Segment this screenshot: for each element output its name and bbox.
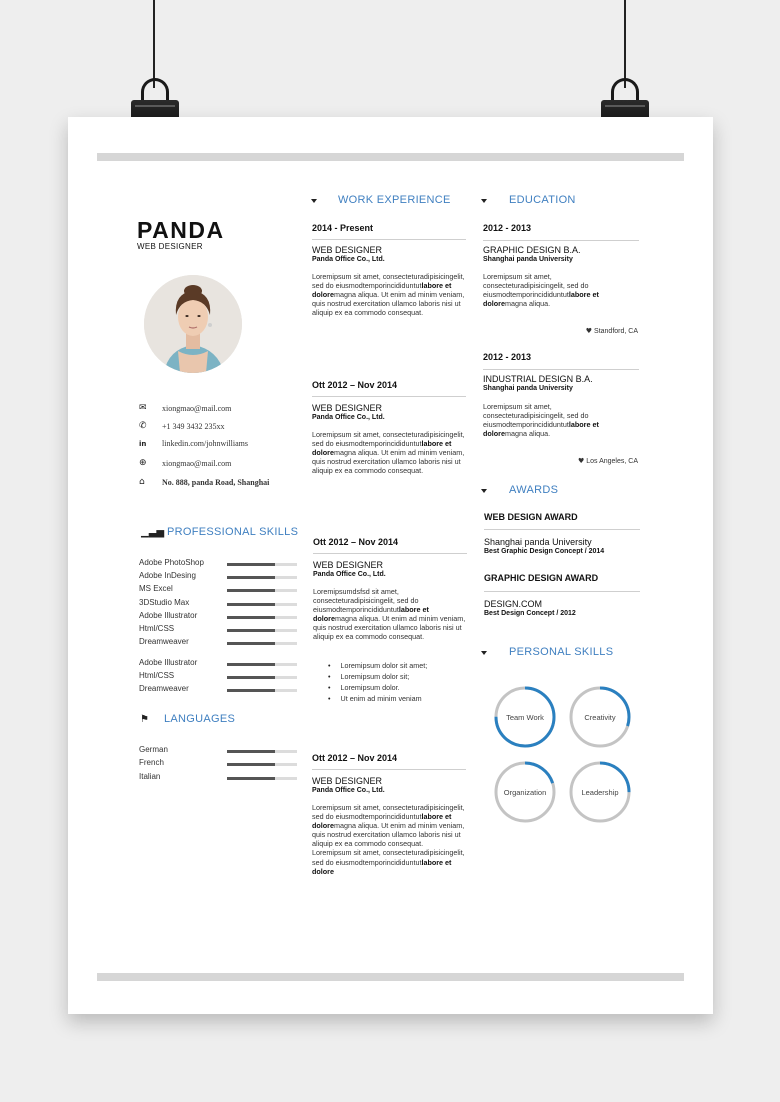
skill-bar-track — [227, 763, 297, 766]
education-location: ♥ Standford, CA — [585, 327, 638, 335]
contact-linkedin: in linkedin.com/johnwilliams — [139, 439, 248, 448]
contact-address: ⌂ No. 888, panda Road, Shanghai — [139, 477, 270, 487]
flag-icon: ⚑ — [140, 714, 149, 725]
skill-row — [139, 624, 299, 636]
contact-phone: ✆ +1 349 3432 235xx — [139, 421, 225, 431]
divider — [484, 591, 640, 592]
school-name: Shanghai panda University — [483, 385, 573, 392]
skill-bar-fill — [227, 689, 275, 692]
skill-circle-label: Creativity — [584, 712, 616, 722]
skill-label: Html/CSS — [139, 624, 175, 633]
degree-title: INDUSTRIAL DESIGN B.A. — [483, 374, 593, 384]
skill-label: Italian — [139, 772, 161, 781]
profile-photo — [144, 275, 242, 373]
divider — [484, 529, 640, 530]
job-title: WEB DESIGNER — [312, 776, 383, 786]
award-issuer: DESIGN.COM — [484, 599, 543, 609]
education-date: 2012 - 2013 — [483, 223, 532, 233]
award-title: WEB DESIGN AWARD — [484, 512, 578, 522]
skill-circle-label: Leadership — [581, 787, 619, 797]
skill-bar-track — [227, 603, 297, 606]
skill-bar-fill — [227, 589, 275, 592]
skill-bar-fill — [227, 676, 275, 679]
home-icon: ⌂ — [139, 477, 145, 487]
skill-row — [139, 611, 299, 623]
skill-label: French — [139, 758, 164, 767]
contact-website: ⊕ xiongmao@mail.com — [139, 458, 232, 468]
award-title: GRAPHIC DESIGN AWARD — [484, 573, 599, 583]
personal-skills-title: PERSONAL SKILLS — [509, 646, 614, 658]
work-experience-title: WORK EXPERIENCE — [338, 194, 451, 206]
divider — [312, 769, 466, 770]
job-title: WEB DESIGNER — [313, 560, 384, 570]
company-name: Panda Office Co., Ltd. — [312, 256, 385, 263]
hanger-wire-left — [153, 0, 155, 88]
skill-row — [139, 598, 299, 610]
skill-label: German — [139, 745, 168, 754]
list-item: • Loremipsum dolor sit amet; — [328, 660, 427, 671]
skill-row — [139, 745, 299, 757]
linkedin-icon: in — [139, 439, 147, 448]
skill-circle — [493, 685, 557, 749]
location-pin-icon: ♥ — [585, 327, 593, 335]
divider — [313, 553, 467, 554]
triangle-icon — [481, 199, 487, 203]
list-item: • Loremipsum dolor. — [328, 682, 427, 693]
chart-bars-icon: ▁▃▅ — [141, 527, 165, 538]
top-divider-bar — [97, 153, 684, 161]
job-bullets — [328, 660, 427, 704]
candidate-role: WEB DESIGNER — [137, 242, 203, 251]
skill-bar-fill — [227, 777, 275, 780]
triangle-icon — [481, 489, 487, 493]
contact-email: ✉ xiongmao@mail.com — [139, 403, 232, 413]
skill-bar-fill — [227, 629, 275, 632]
skill-bar-track — [227, 589, 297, 592]
skill-bar-fill — [227, 563, 275, 566]
skill-bar-fill — [227, 603, 275, 606]
divider — [312, 239, 466, 240]
skill-row — [139, 671, 299, 683]
work-date: Ott 2012 – Nov 2014 — [312, 380, 398, 390]
skill-bar-fill — [227, 616, 275, 619]
skill-circle — [568, 760, 632, 824]
skill-circle-label: Team Work — [506, 712, 544, 722]
award-issuer: Shanghai panda University — [484, 537, 592, 547]
skill-label: Adobe Illustrator — [139, 658, 198, 667]
resume-page — [68, 117, 713, 1014]
education-description: Loremipsum sit amet, consecteturadipisicingelit, sed do eiusmodtemporincididuntutlabore et doloremagna aliqua. — [483, 402, 599, 439]
education-title: EDUCATION — [509, 194, 576, 206]
job-description: Loremipsum sit amet, consecteturadipisicingelit, sed do eiusmodtemporincididuntutlabore et doloremagna aliqua. Ut enim ad minim veniam, quis nostrud exercitation ullamco laboris nisi ut aliquip ex ea commodo consequat. — [312, 272, 465, 318]
skill-bar-track — [227, 629, 297, 632]
hanger-wire-right — [624, 0, 626, 88]
skill-row — [139, 584, 299, 596]
skill-bar-fill — [227, 642, 275, 645]
candidate-name: PANDA — [137, 217, 225, 243]
email-icon: ✉ — [139, 403, 147, 413]
divider — [483, 369, 639, 370]
skill-bar-fill — [227, 750, 275, 753]
triangle-icon — [311, 199, 317, 203]
education-location: ♥ Los Angeles, CA — [578, 457, 638, 465]
list-item: • Loremipsum dolor sit; — [328, 671, 427, 682]
phone-icon: ✆ — [139, 421, 147, 431]
skill-bar-fill — [227, 576, 275, 579]
professional-skills-title: PROFESSIONAL SKILLS — [167, 526, 299, 538]
divider — [483, 240, 639, 241]
skill-row — [139, 684, 299, 696]
list-item: • Ut enim ad minim veniam — [328, 693, 427, 704]
skill-label: Dreamweaver — [139, 684, 189, 693]
company-name: Panda Office Co., Ltd. — [312, 787, 385, 794]
skill-bar-track — [227, 576, 297, 579]
skill-bar-fill — [227, 763, 275, 766]
company-name: Panda Office Co., Ltd. — [313, 571, 386, 578]
skill-label: Dreamweaver — [139, 637, 189, 646]
work-date: Ott 2012 – Nov 2014 — [313, 537, 399, 547]
job-description: Loremipsumdsfsd sit amet, consecteturadipisicingelit, sed do eiusmodtemporincididuntutlabore et doloremagna aliqua. Ut enim ad minim veniam, quis nostrud exercitation ullamco laboris nisi ut aliquip ex ea commodo consequat. — [313, 587, 466, 642]
skill-bar-track — [227, 689, 297, 692]
skill-circle-label: Organization — [503, 787, 547, 797]
skill-bar-fill — [227, 663, 275, 666]
skill-bar-track — [227, 616, 297, 619]
globe-icon: ⊕ — [139, 458, 147, 468]
languages-title: LANGUAGES — [164, 713, 236, 725]
skill-bar-track — [227, 777, 297, 780]
skill-row — [139, 571, 299, 583]
skill-label: Adobe InDesing — [139, 571, 196, 580]
skill-row — [139, 772, 299, 784]
skill-bar-track — [227, 563, 297, 566]
job-title: WEB DESIGNER — [312, 403, 383, 413]
bottom-divider-bar — [97, 973, 684, 981]
skill-label: Adobe Illustrator — [139, 611, 198, 620]
skill-bar-track — [227, 642, 297, 645]
skill-circle — [493, 760, 557, 824]
skill-label: MS Excel — [139, 584, 173, 593]
job-description: Loremipsum sit amet, consecteturadipisicingelit, sed do eiusmodtemporincididuntutlabore et doloremagna aliqua. Ut enim ad minim veniam, quis nostrud exercitation ullamco laboris nisi ut aliquip ex ea commodo consequat. Loremipsum sit amet, consecteturadipisicingelit, sed do eiusmodtemporincididuntutlabore et dolore — [312, 803, 465, 876]
education-date: 2012 - 2013 — [483, 352, 532, 362]
skill-row — [139, 637, 299, 649]
work-date: 2014 - Present — [312, 223, 374, 233]
location-pin-icon: ♥ — [578, 457, 585, 465]
skill-row — [139, 658, 299, 670]
triangle-icon — [481, 651, 487, 655]
job-description: Loremipsum sit amet, consecteturadipisicingelit, sed do eiusmodtemporincididuntutlabore et doloremagna aliqua. Ut enim ad minim veniam, quis nostrud exercitation ullamco laboris nisi ut aliquip ex ea commodo consequat. — [312, 430, 465, 476]
skill-bar-track — [227, 750, 297, 753]
skill-row — [139, 758, 299, 770]
degree-title: GRAPHIC DESIGN B.A. — [483, 245, 581, 255]
divider — [312, 396, 466, 397]
skill-circle — [568, 685, 632, 749]
job-title: WEB DESIGNER — [312, 245, 383, 255]
work-date: Ott 2012 – Nov 2014 — [312, 753, 398, 763]
skill-row — [139, 558, 299, 570]
skill-label: 3DStudio Max — [139, 598, 190, 607]
skill-label: Adobe PhotoShop — [139, 558, 204, 567]
skill-label: Html/CSS — [139, 671, 175, 680]
skill-bar-track — [227, 676, 297, 679]
education-description: Loremipsum sit amet, consecteturadipisicingelit, sed do eiusmodtemporincididuntutlabore et doloremagna aliqua. — [483, 272, 599, 309]
company-name: Panda Office Co., Ltd. — [312, 414, 385, 421]
school-name: Shanghai panda University — [483, 256, 573, 263]
award-detail: Best Graphic Design Concept / 2014 — [484, 548, 605, 555]
awards-title: AWARDS — [509, 484, 559, 496]
award-detail: Best Design Concept / 2012 — [484, 610, 576, 617]
skill-bar-track — [227, 663, 297, 666]
